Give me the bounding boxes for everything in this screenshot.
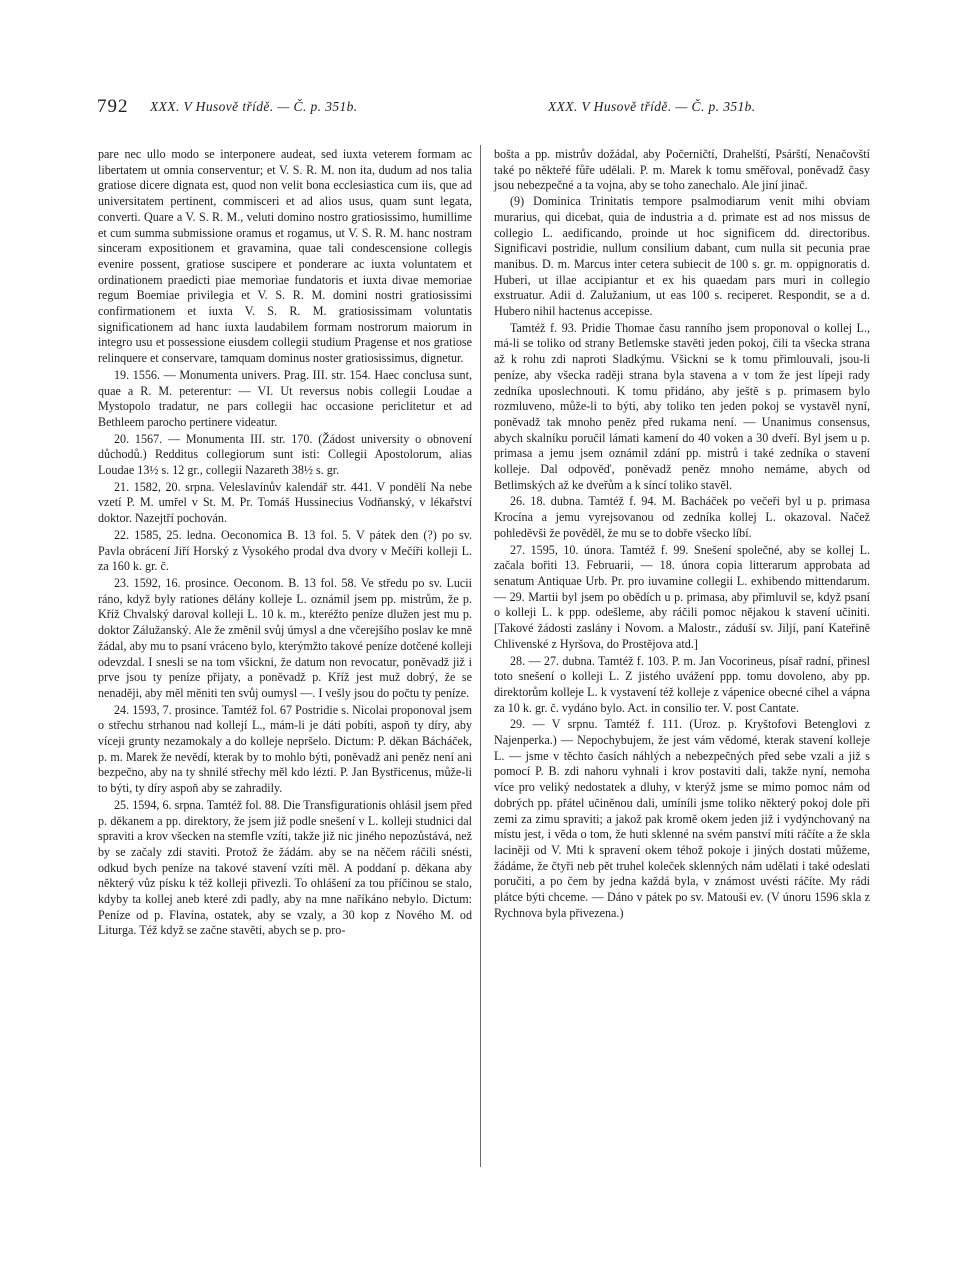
column-divider — [480, 145, 481, 1167]
paragraph: 29. — V srpnu. Tamtéž f. 111. (Uroz. p. Kryštofovi Betenglovi z Najenperka.) — Nepochybujem, že jest vám vědomé, kterak stavení kolleje L. — jsme v těchto časích náhlých a nebezpečných před sebe vzali a již s pomocí P. B. zdi nahoru vyhnali i krov postaviti dali, takže nyní, nemoha více pro veliký nedostatek a dluhy, v kterýž jsme se mimo pomoc nám od dobrých pp. přátel učiněnou dali, umíníli jsme toliko některý pokoj dole při zemi za zimu spraviti; a jakož pak kromě okem jeden již i vydýnchovaný na místu jest, i věda o tom, že huti sklenné na svém panství míti ráčíte a že skla laciněji od V. Mti k spravení okem téhož pokoje i jiných dostati můžeme, žádáme, že čtyři neb pět truhel koleček sklenných nám udělati i také odeslati poručiti, a po čem by jedna každá byla, v známost uvésti ráčíte. My rádi plátce býti chceme. — Dáno v pátek po sv. Matouši ev. (V únoru 1596 skla z Rychnova byla přivezena.) — [494, 717, 870, 920]
paragraph: (9) Dominica Trinitatis tempore psalmodiarum venit mihi obviam murarius, qui dicebat, quia de industria a d. primate est ad nos missus de collegio L. aedificando, proinde ut hoc significem dd. directoribus. Significavi postridie, nullum consilium dabant, cum nulla sit pecunia prae manibus. D. m. Marcus inter cetera subiecit de 100 s. gr. m. oppignoratis d. Huberi, ut illae accipiantur et ex his quaedam pars muri in collegio exstruatur. Adii d. Zalužanium, ut eas 100 s. reciperet. Respondit, se a d. Hubero nihil hactenus accepisse. — [494, 194, 870, 319]
paragraph: 19. 1556. — Monumenta univers. Prag. III. str. 154. Haec conclusa sunt, quae a R. M. peterentur: — VI. Ut reversus nobis collegii Loudae a Mystopolo tradatur, ne pars collegii hac occasione periclitetur et ad Bethleem parocho pertinere videatur. — [98, 367, 472, 429]
paragraph: 27. 1595, 10. února. Tamtéž f. 99. Snešení společné, aby se kollej L. začala bořiti 13. Februarii, — 18. února copia litterarum approbata ad senatum Antiquae Urb. Pr. pro iuvamine collegii L. exhibendo mittendarum. — 29. Martii byl jsem po obědích u p. primasa, aby přimluvil se, když psaní o kolleji L. k ppp. odešleme, aby ráčili pomoc nějakou k stavení učiniti. [Takové žádosti zaslány i Novom. a Malostr., záduší sv. Jiljí, paní Kateřině Chlivenské z Hyršova, do Prostějova atd.] — [494, 542, 870, 651]
paragraph: 23. 1592, 16. prosince. Oeconom. B. 13 fol. 58. Ve středu po sv. Lucii ráno, když byly rationes dělány kolleje L. oznámil jsem pp. mistrům, že p. Kříž Chvalský daroval kolleji L. 10 k. m., kteréžto peníze dlužen jest mu p. doktor Zálužanský. Ale že změnil svůj úmysl a dne včerejšího poslav ke mně žádal, aby mu to psaní vráceno bylo, kterýmžto takové peníze dotčené kolleji odevzdal. I snesli se na tom všickni, že datum non revocatur, poněvadž již i prve jsou ty peníze přijaty, a poněvadž p. Kříž jest muž dobrý, že se nenaději, aby měl měniti ten svůj oumysl —. I vešly jsou do počtu ty peníze. — [98, 575, 472, 700]
paragraph: 24. 1593, 7. prosince. Tamtéž fol. 67 Postridie s. Nicolai proponoval jsem o střechu strhanou nad kollejí L., mám-li je dáti pobíti, aspoň ty díry, aby víceji grunty nezamokaly a do kolleje nepršelo. Dictum: P. děkan Bácháček, p. m. Marek že nevědí, kterak by to mohlo býti, poněvadž ani peněz není ani bezpečno, aby na ty shnilé střechy měl kdo lézti. P. Jan Bystřicenus, může-li to býti, ty díry aspoň aby se zahradily. — [98, 702, 472, 796]
paragraph: Tamtéž f. 93. Pridie Thomae času ranního jsem proponoval o kollej L., má-li se toliko od strany Betlemske stavěti jeden pokoj, čili ta všecka strana až k rohu zdi naproti Sladkýmu. Všickni se k tomu přimlouvali, jsou-li peníze, aby všecka raději strana byla stavena a v tom že jest lípeji rady zedníka uposlechnouti. K tomu přidáno, aby ještě s p. primasem bylo rozmluveno, může-li to býti, aby toliko ten jeden pokoj se vystavěl nyní, poněvadž tak mnoho peněz před rukama není. — Unanimus consensus, abych skalníku poručil lámati kamení do 40 voken a 30 dveří. Byl jsem u p. primasa a jemu jsem oznámil zdání pp. mistrů i také zedníka o stavení kolleje. Dal odpověď, poněvadž peněz mnoho nemáme, abych od Betlimských až ke dveřům a k síncí toliko stavěl. — [494, 320, 870, 492]
paragraph: 25. 1594, 6. srpna. Tamtéž fol. 88. Die Transfigurationis ohlásil jsem před p. děkanem a pp. direktory, že jsem již podle snešení v L. kolleji studnici dal spraviti a krov všecken na stemfle vzíti, takže již nic jiného nepozůstává, než by se začaly zdi staviti. Protož že žádám. aby se na něčem ráčili snésti, odkud bych peníze na takové stavení vzíti měl. A poddaní p. děkana aby některý vůz písku k též kolleji přivezli. To ohlášení za tou příčinou se stalo, kdyby ta kollej aneb které zdi padly, aby na mne naříkáno nebylo. Dictum: Peníze od p. Flavína, ostatek, aby se vzaly, a 30 kop z Nového M. od Liturga. Též když se začne stavěti, abych se p. pro- — [98, 797, 472, 938]
paragraph: 20. 1567. — Monumenta III. str. 170. (Žádost university o obnovení důchodů.) Redditus collegiorum sunt isti: Collegii Apostolorum, alias Loudae 13½ s. 12 gr., collegii Nazareth 38½ s. gr. — [98, 431, 472, 478]
paragraph: bošta a pp. mistrův dožádal, aby Počerničtí, Drahelští, Psárští, Nenačovští také po někteřé fůře udělali. P. m. Marek k tomu směřoval, poněvadž časy jsou nebezpečné a ta vojna, aby se toho zanechalo. Ale jiní jinač. — [494, 147, 870, 193]
page-header — [0, 96, 960, 120]
right-column — [494, 147, 870, 921]
left-column — [98, 147, 472, 939]
paragraph: 26. 18. dubna. Tamtéž f. 94. M. Bacháček po večeři byl u p. primasa Krocína a jemu vyrejsovanou od zedníka kollej L. okazoval. Načež pohleděvši že pověděl, že mu se to dobře všecko líbí. — [494, 494, 870, 540]
paragraph: 21. 1582, 20. srpna. Veleslavínův kalendář str. 441. V pondělí Na nebe vzetí P. M. umřel v St. M. Pr. Tomáš Hussinecius Vodňanský, v lékařství doktor. Nazejtří pochován. — [98, 479, 472, 526]
paragraph: 22. 1585, 25. ledna. Oeconomica B. 13 fol. 5. V pátek den (?) po sv. Pavla obrácení Jiří Horský z Vysokého prodal dva dvory v Mečíři kolleji L. za 160 k. gr. č. — [98, 527, 472, 574]
page-number: 792 — [97, 96, 129, 117]
running-head-right: XXX. V Husově třídě. — Č. p. 351b. — [548, 99, 756, 114]
paragraph: pare nec ullo modo se interponere audeat, sed iuxta veterem formam ac libertatem ut omnia conserventur; et V. S. R. M. non ita, dudum ad nos talia gratiose dicere dignata est, quod non velit bona ecclesiastica cum iis, que ad universitatem pertinent, commisceri et ad alios usus, quam sunt legata, converti. Quare a V. S. R. M., veluti domino nostro gratiosissimo, humillime et cum summa submissione oramus et rogamus, ut V. S. R. M. hanc nostram sinceram expositionem et gravamina, quae tali condescensione collegis evenire possent, gratiose suscipere et ponderare ac iuxta voluntatem et ordinationem praedicti piae memoriae fundatoris et iuxta divae memoriae regum Boemiae privilegia et V. S. R. M. domini nostri gratiosissimi confirmationem et iuxta V. S. R. M. gratiosissimam voluntatis significationem ad hanc iuxta laudabilem formam nostrorum maiorum in integro usu et possessione eiusdem collegii studium Pragense et nos gratiose relinquere et conservare, tamquam dominus noster gratiosissimus, dignetur. — [98, 147, 472, 366]
paragraph: 28. — 27. dubna. Tamtéž f. 103. P. m. Jan Vocorineus, písař radní, přinesl toto snešení o kolleji L. Z jistého uvážení ppp. tomu dovoleno, aby pp. direktorům kolleje L. k vystavení též kolleje z vápenice obecné cihel a vápna za 10 k. gr. č. vydáno bylo. Act. in consilio ter. V. post Cantate. — [494, 653, 870, 715]
running-head-left: XXX. V Husově třídě. — Č. p. 351b. — [150, 99, 358, 114]
